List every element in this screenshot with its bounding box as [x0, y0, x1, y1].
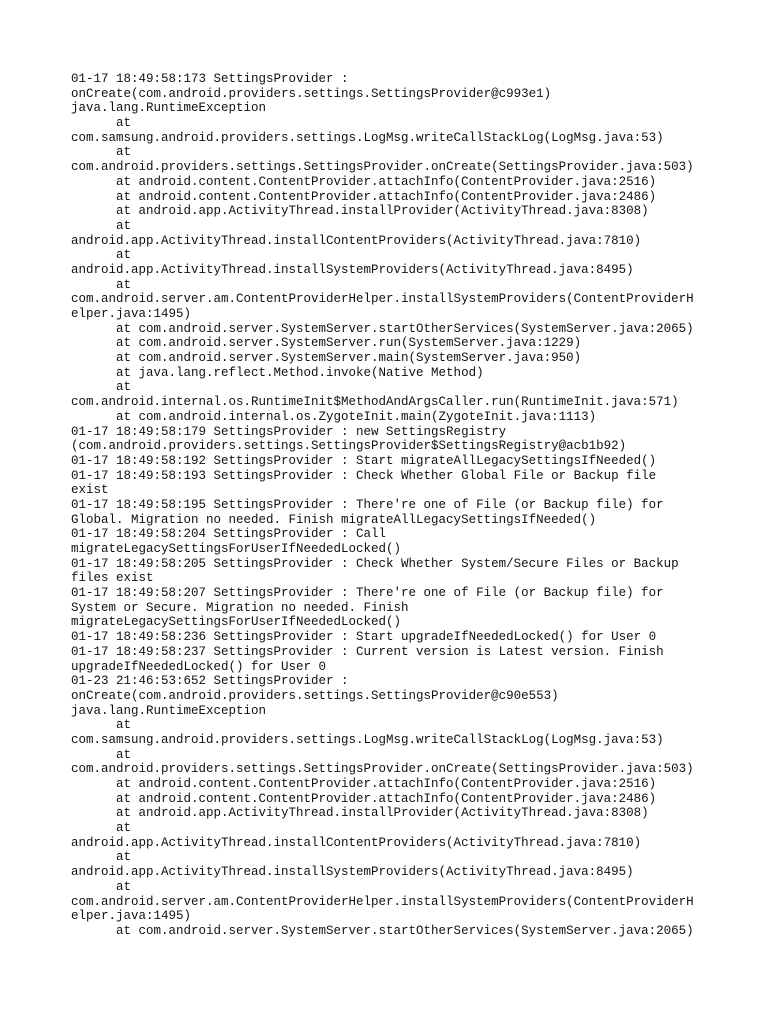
log-line: com.android.internal.os.RuntimeInit$MethodAndArgsCaller.run(RuntimeInit.java:571) — [71, 395, 679, 410]
log-line: 01-17 18:49:58:193 SettingsProvider : Check Whether Global File or Backup file — [71, 468, 657, 483]
log-line: 01-17 18:49:58:192 SettingsProvider : Start migrateAllLegacySettingsIfNeeded() — [71, 453, 657, 468]
log-line: at — [71, 277, 132, 292]
log-line: at — [71, 718, 132, 733]
log-line: at — [71, 380, 132, 395]
log-line: 01-17 18:49:58:237 SettingsProvider : Current version is Latest version. Finish — [71, 644, 664, 659]
log-line: 01-17 18:49:58:179 SettingsProvider : new SettingsRegistry — [71, 424, 507, 439]
log-line: 01-17 18:49:58:205 SettingsProvider : Check Whether System/Secure Files or Backup — [71, 556, 679, 571]
log-line: migrateLegacySettingsForUserIfNeededLocked() — [71, 542, 402, 556]
log-line: at — [71, 850, 132, 865]
log-line: com.android.providers.settings.SettingsProvider.onCreate(SettingsProvider.java:503) — [71, 762, 694, 777]
log-line: at java.lang.reflect.Method.invoke(Native Method) — [71, 365, 484, 380]
log-line: com.android.server.am.ContentProviderHelper.installSystemProviders(ContentProviderH — [71, 292, 694, 307]
log-line: at — [71, 747, 132, 762]
log-line: at — [71, 248, 132, 263]
log-line: at com.android.server.SystemServer.main(SystemServer.java:950) — [71, 351, 582, 366]
log-line: migrateLegacySettingsForUserIfNeededLocked() — [71, 615, 402, 630]
log-line: 01-23 21:46:53:652 SettingsProvider : — [71, 674, 349, 689]
log-line: at android.content.ContentProvider.attachInfo(ContentProvider.java:2486) — [71, 791, 657, 806]
log-line: elper.java:1495) — [71, 909, 192, 924]
log-line: at — [71, 879, 132, 894]
log-line: at com.android.server.SystemServer.startOtherServices(SystemServer.java:2065) — [71, 923, 694, 938]
log-line: exist — [71, 483, 109, 498]
log-line: onCreate(com.android.providers.settings.SettingsProvider@c993e1) — [71, 86, 552, 101]
log-line: at — [71, 821, 132, 836]
log-line: com.samsung.android.providers.settings.LogMsg.writeCallStackLog(LogMsg.java:53) — [71, 130, 664, 145]
log-line: com.android.providers.settings.SettingsProvider.onCreate(SettingsProvider.java:503) — [71, 160, 694, 175]
log-text-block — [71, 72, 701, 939]
log-line: elper.java:1495) — [71, 307, 192, 321]
log-line: at — [71, 116, 132, 131]
log-line: (com.android.providers.settings.SettingsProvider$SettingsRegistry@acb1b92) — [71, 439, 627, 454]
log-line: android.app.ActivityThread.installContentProviders(ActivityThread.java:7810) — [71, 233, 642, 248]
log-line: System or Secure. Migration no needed. Finish — [71, 600, 409, 615]
log-line: onCreate(com.android.providers.settings.SettingsProvider@c90e553) — [71, 688, 559, 703]
log-line: android.app.ActivityThread.installSystemProviders(ActivityThread.java:8495) — [71, 865, 634, 880]
log-line: android.app.ActivityThread.installContentProviders(ActivityThread.java:7810) — [71, 835, 642, 850]
log-line: at com.android.server.SystemServer.startOtherServices(SystemServer.java:2065) — [71, 321, 694, 336]
log-line: 01-17 18:49:58:236 SettingsProvider : Start upgradeIfNeededLocked() for User 0 — [71, 630, 657, 645]
log-line: at android.content.ContentProvider.attachInfo(ContentProvider.java:2516) — [71, 777, 657, 791]
log-line: java.lang.RuntimeException — [71, 101, 267, 116]
log-line: at android.content.ContentProvider.attachInfo(ContentProvider.java:2486) — [71, 189, 657, 204]
log-line: 01-17 18:49:58:173 SettingsProvider : — [71, 72, 349, 86]
log-line: at android.app.ActivityThread.installProvider(ActivityThread.java:8308) — [71, 806, 649, 821]
log-line: com.samsung.android.providers.settings.LogMsg.writeCallStackLog(LogMsg.java:53) — [71, 732, 664, 747]
log-line: at — [71, 145, 132, 160]
log-line: at android.content.ContentProvider.attachInfo(ContentProvider.java:2516) — [71, 174, 657, 189]
log-line: 01-17 18:49:58:204 SettingsProvider : Call — [71, 527, 387, 542]
log-line: at — [71, 218, 132, 233]
log-line: android.app.ActivityThread.installSystemProviders(ActivityThread.java:8495) — [71, 262, 634, 277]
log-line: upgradeIfNeededLocked() for User 0 — [71, 659, 327, 674]
log-line: com.android.server.am.ContentProviderHelper.installSystemProviders(ContentProviderH — [71, 894, 694, 909]
log-line: java.lang.RuntimeException — [71, 703, 267, 718]
log-line: at com.android.internal.os.ZygoteInit.main(ZygoteInit.java:1113) — [71, 409, 597, 424]
log-line: files exist — [71, 571, 154, 586]
log-line: Global. Migration no needed. Finish migrateAllLegacySettingsIfNeeded() — [71, 512, 597, 527]
log-line: at android.app.ActivityThread.installProvider(ActivityThread.java:8308) — [71, 204, 649, 219]
log-line: at com.android.server.SystemServer.run(SystemServer.java:1229) — [71, 336, 582, 351]
log-line: 01-17 18:49:58:195 SettingsProvider : There're one of File (or Backup file) for — [71, 497, 664, 512]
log-line: 01-17 18:49:58:207 SettingsProvider : There're one of File (or Backup file) for — [71, 586, 664, 601]
